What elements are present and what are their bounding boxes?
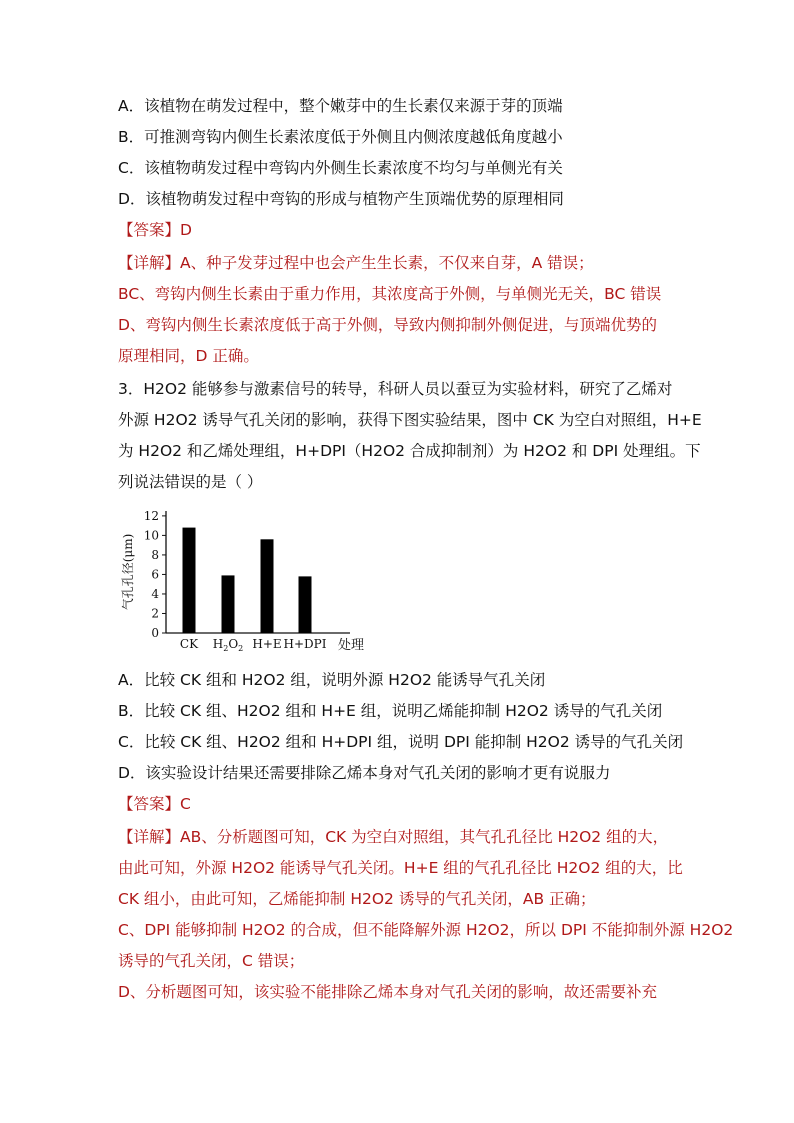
category-label: $H_2O_2$	[212, 637, 244, 653]
y-tick-label: 12	[143, 508, 159, 523]
stomata-aperture-chart	[118, 505, 368, 655]
q3-stem-line: 外源 H2O2 诱导气孔关闭的影响，获得下图实验结果，图中 CK 为空白对照组，H+E	[118, 411, 702, 429]
q3-explain-line: C、DPI 能够抑制 H2O2 的合成，但不能降解外源 H2O2，所以 DPI 不能抑制外源 H2O2	[118, 921, 734, 939]
category-label: H+E	[252, 637, 282, 651]
y-tick-label: 4	[151, 586, 159, 601]
category-label: H+DPI	[283, 637, 327, 651]
q2-option-a: A．该植物在萌发过程中，整个嫩芽中的生长素仅来源于芽的顶端	[118, 97, 563, 115]
q3-explain-line: 由此可知，外源 H2O2 能诱导气孔关闭。H+E 组的气孔孔径比 H2O2 组的大，比	[118, 859, 683, 877]
bars	[183, 528, 312, 633]
bar	[222, 575, 235, 633]
q3-option-c: C．比较 CK 组、H2O2 组和 H+DPI 组，说明 DPI 能抑制 H2O2 诱导的气孔关闭	[118, 733, 684, 751]
bar	[183, 528, 196, 633]
y-axis-ticks	[144, 509, 166, 640]
q3-option-d: D．该实验设计结果还需要排除乙烯本身对气孔关闭的影响才更有说服力	[118, 764, 611, 782]
q3-explain-line: 诱导的气孔关闭，C 错误；	[118, 952, 305, 970]
y-axis-label-group	[120, 534, 135, 611]
q3-stem-line: 列说法错误的是（ ）	[118, 473, 263, 491]
q2-explain-line: BC、弯钩内侧生长素由于重力作用，其浓度高于外侧，与单侧光无关，BC 错误	[118, 285, 662, 303]
y-tick-label: 0	[151, 626, 159, 640]
q3-explain-line: 【详解】AB、分析题图可知，CK 为空白对照组，其气孔孔径比 H2O2 组的大，	[118, 828, 669, 846]
q2-option-d: D．该植物萌发过程中弯钩的形成与植物产生顶端优势的原理相同	[118, 190, 564, 208]
x-axis-label: 处理	[338, 638, 365, 653]
bar	[299, 576, 312, 633]
q2-option-c: C．该植物萌发过程中弯钩内外侧生长素浓度不均匀与单侧光有关	[118, 159, 563, 177]
y-tick-label: 8	[151, 547, 159, 562]
y-tick-label: 2	[151, 606, 159, 621]
q2-answer: 【答案】D	[118, 221, 192, 239]
category-label: CK	[179, 637, 199, 651]
y-tick-label: 10	[143, 528, 159, 543]
q3-option-b: B．比较 CK 组、H2O2 组和 H+E 组，说明乙烯能抑制 H2O2 诱导的气孔关闭	[118, 702, 663, 720]
q2-explain-line: 原理相同，D 正确。	[118, 347, 259, 365]
y-tick-label: 6	[151, 567, 159, 582]
q2-option-b: B．可推测弯钩内侧生长素浓度低于外侧且内侧浓度越低角度越小	[118, 128, 563, 146]
bar	[261, 539, 274, 633]
q2-explain-line: D、弯钩内侧生长素浓度低于高于外侧，导致内侧抑制外侧促进，与顶端优势的	[118, 316, 657, 334]
q3-option-a: A．比较 CK 组和 H2O2 组，说明外源 H2O2 能诱导气孔关闭	[118, 671, 546, 689]
q3-answer: 【答案】C	[118, 795, 191, 813]
q3-explain-line: D、分析题图可知，该实验不能排除乙烯本身对气孔关闭的影响，故还需要补充	[118, 983, 657, 1001]
y-axis-label: 气孔孔径(μm)	[121, 533, 135, 611]
q2-explain-line: 【详解】A、种子发芽过程中也会产生生长素，不仅来自芽，A 错误；	[118, 254, 594, 272]
q3-explain-line: CK 组小，由此可知，乙烯能抑制 H2O2 诱导的气孔关闭，AB 正确；	[118, 890, 596, 908]
q3-stem-line: 为 H2O2 和乙烯处理组，H+DPI（H2O2 合成抑制剂）为 H2O2 和 DPI 处理组。下	[118, 442, 701, 460]
category-labels	[180, 637, 327, 653]
q3-stem-line: 3．H2O2 能够参与激素信号的转导，科研人员以蚕豆为实验材料，研究了乙烯对	[118, 380, 673, 398]
